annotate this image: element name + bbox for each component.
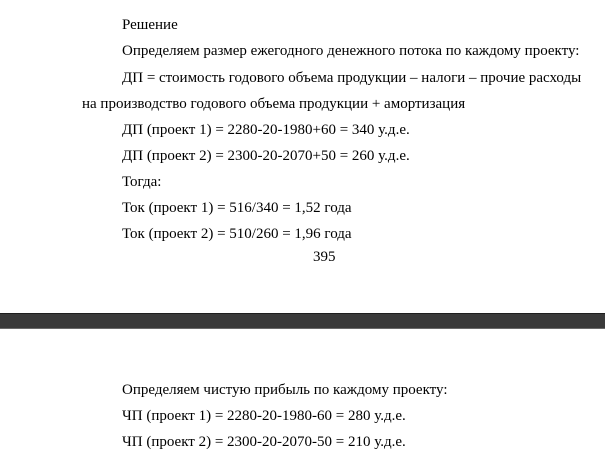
text-line-then: Тогда:: [122, 174, 162, 190]
text-line-formula: ДП = стоимость годового объема продукции – налоги – прочие расходы: [122, 70, 582, 86]
text-line-cash-flow-intro: Определяем размер ежегодного денежного потока по каждому проекту:: [122, 43, 580, 59]
text-line-np-project-2: ЧП (проект 2) = 2300-20-2070-50 = 210 у.д.е.: [122, 434, 406, 450]
text-line-formula-continued: на производство годового объема продукции + амортизация: [82, 96, 466, 112]
heading-solution: Решение: [122, 17, 178, 33]
text-line-payback-project-2: Ток (проект 2) = 510/260 = 1,96 года: [122, 226, 352, 242]
text-line-net-profit-intro: Определяем чистую прибыль по каждому проекту:: [122, 382, 448, 398]
document-page-next: [0, 329, 605, 456]
page-number: 395: [313, 249, 336, 265]
text-line-cf-project-1: ДП (проект 1) = 2280-20-1980+60 = 340 у.д.е.: [122, 122, 410, 138]
text-line-np-project-1: ЧП (проект 1) = 2280-20-1980-60 = 280 у.д.е.: [122, 408, 406, 424]
text-line-payback-project-1: Ток (проект 1) = 516/340 = 1,52 года: [122, 200, 352, 216]
page-separator: [0, 313, 605, 329]
text-line-cf-project-2: ДП (проект 2) = 2300-20-2070+50 = 260 у.д.е.: [122, 148, 410, 164]
